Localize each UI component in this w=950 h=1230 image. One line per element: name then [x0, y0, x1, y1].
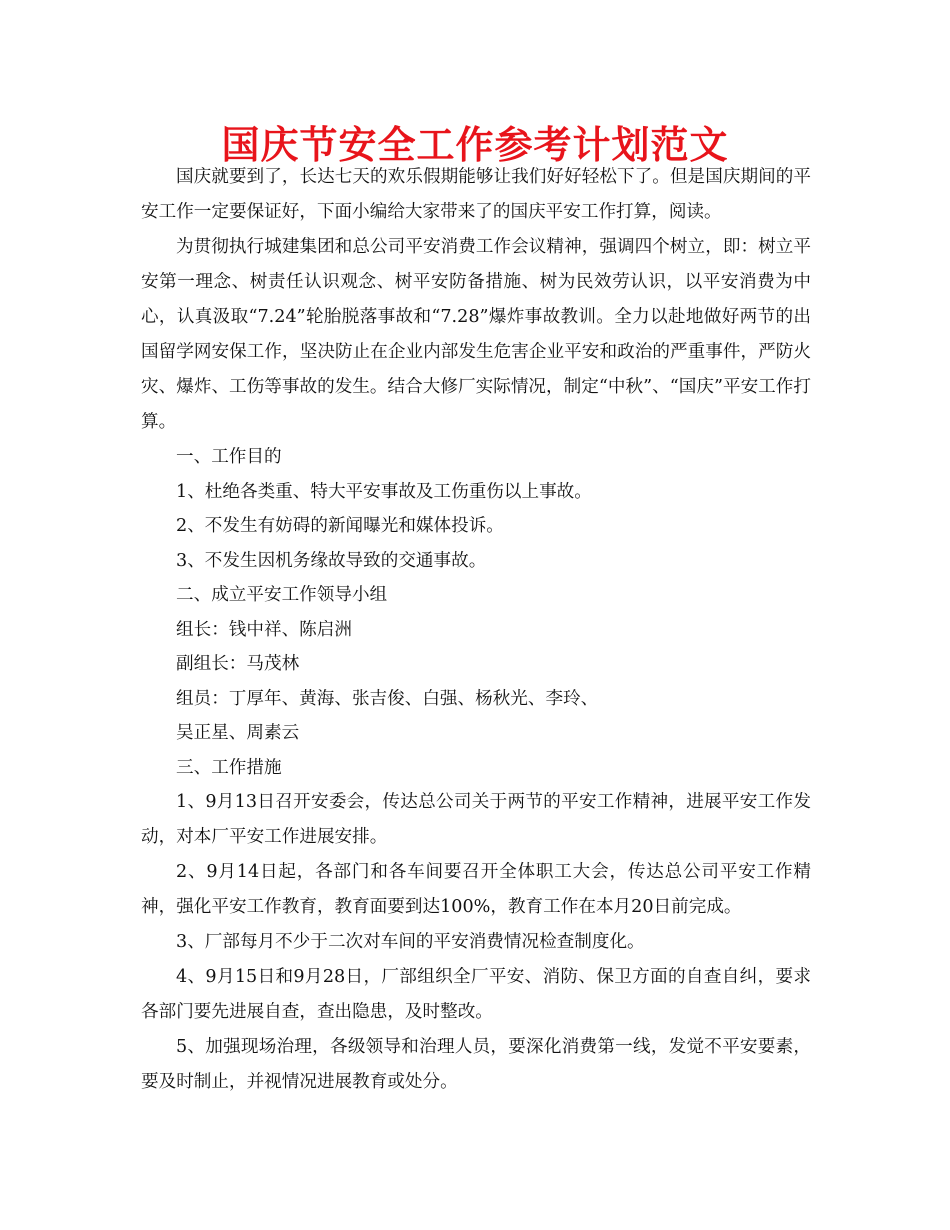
goal-item-2: 2、不发生有妨碍的新闻曝光和媒体投诉。: [176, 516, 504, 536]
measure-item-1: 1、9月13日召开安委会，传达总公司关于两节的平安工作精神，进展平安工作发动，对本厂平安工作进展安排。: [141, 792, 811, 847]
measure-item-3: 3、厂部每月不少于二次对车间的平安消费情况检查制度化。: [176, 932, 645, 952]
members-line: 组员：丁厚年、黄海、张吉俊、白强、杨秋光、李玲、: [176, 688, 599, 709]
intro-paragraph: 国庆就要到了，长达七天的欢乐假期能够让我们好好轻松下了。但是国庆期间的平安工作一定要保证好，下面小编给大家带来了的国庆平安工作打算，阅读。: [141, 167, 811, 222]
measure-item-4: 4、9月15日和9月28日，厂部组织全厂平安、消防、保卫方面的自查自纠，要求各部门要先进展自查，查出隐患，及时整改。: [141, 967, 811, 1022]
section-heading-measures: 三、工作措施: [176, 757, 282, 778]
leader-line: 组长：钱中祥、陈启洲: [176, 619, 352, 640]
deputy-leader-line: 副组长：马茂林: [176, 654, 300, 674]
document-title: 国庆节安全工作参考计划范文: [221, 123, 729, 167]
goal-item-1: 1、杜绝各类重、特大平安事故及工伤重伤以上事故。: [176, 481, 592, 502]
measure-item-2: 2、9月14日起，各部门和各车间要召开全体职工大会，传达总公司平安工作精神，强化平安工作教育，教育面要到达100%，教育工作在本月20日前完成。: [141, 862, 811, 917]
members-continued-line: 吴正星、周素云: [176, 723, 300, 743]
measure-item-5: 5、加强现场治理，各级领导和治理人员，要深化消费第一线，发觉不平安要素，要及时制止，并视情况进展教育或处分。: [141, 1037, 811, 1092]
background-paragraph: 为贯彻执行城建集团和总公司平安消费工作会议精神，强调四个树立，即：树立平安第一理念、树责任认识观念、树平安防备措施、树为民效劳认识，以平安消费为中心，认真汲取“7.24”轮胎脱落事故和“7.28”爆炸事故教训。全力以赴地做好两节的出国留学网安保工作，坚决防止在企业内部发生危害企业平安和政治的严重事件，严防火灾、爆炸、工伤等事故的发生。结合大修厂实际情况，制定“中秋”、“国庆”平安工作打算。: [141, 237, 811, 432]
section-heading-leadership: 二、成立平安工作领导小组: [176, 585, 388, 605]
goal-item-3: 3、不发生因机务缘故导致的交通事故。: [176, 550, 487, 571]
section-heading-goals: 一、工作目的: [176, 447, 282, 467]
document-body: [141, 160, 811, 1100]
